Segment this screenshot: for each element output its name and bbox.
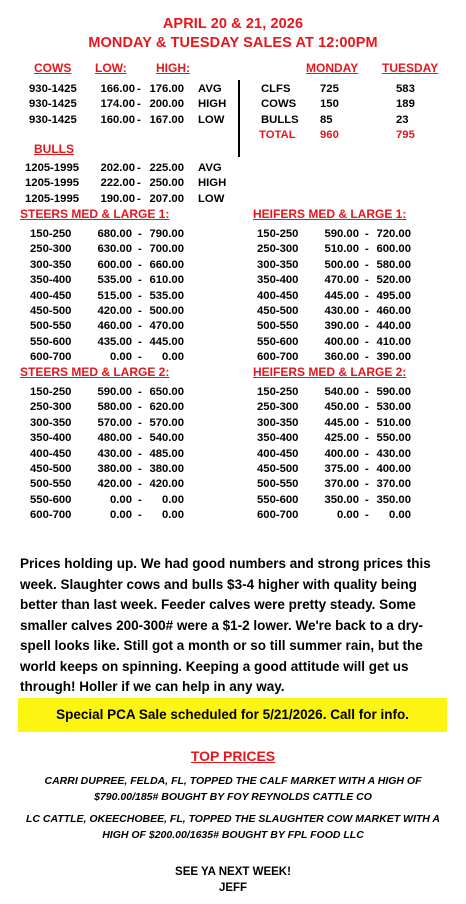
low-price: 510.00 — [324, 243, 359, 256]
high-price: 380.00 — [149, 463, 184, 475]
dash: - — [365, 228, 369, 240]
high-header: HIGH: — [156, 61, 190, 75]
dash: - — [365, 335, 369, 348]
high-price: 520.00 — [376, 274, 411, 287]
low-price: 470.00 — [324, 274, 359, 287]
steers1-header: STEERS MED & LARGE 1: — [20, 207, 170, 221]
high-price: 0.00 — [162, 493, 184, 506]
weight-range: 600-700 — [30, 351, 72, 364]
dash: - — [138, 243, 142, 256]
low-price: 222.00 — [100, 177, 135, 190]
high-price: 440.00 — [376, 320, 411, 333]
total-row — [0, 128, 466, 143]
heifers2-header: HEIFERS MED & LARGE 2: — [253, 365, 407, 379]
stat-label: HIGH — [198, 177, 227, 190]
weight-range: 250-300 — [30, 243, 72, 256]
table-row — [0, 350, 466, 365]
table-row — [0, 227, 466, 242]
stat-label: LOW — [198, 192, 225, 205]
high-price: 207.00 — [149, 192, 184, 205]
weight-range: 600-700 — [257, 509, 299, 522]
dash: - — [138, 478, 142, 491]
high-price: 495.00 — [376, 289, 411, 302]
high-price: 540.00 — [149, 432, 184, 445]
weight-range: 250-300 — [257, 401, 299, 414]
table-row — [0, 335, 466, 350]
weight-range: 450-500 — [30, 305, 72, 317]
dash: - — [365, 351, 369, 364]
low-price: 190.00 — [100, 192, 135, 205]
stat-label: HIGH — [198, 98, 227, 111]
table-row — [0, 161, 466, 176]
low-price: 580.00 — [97, 401, 132, 414]
dash: - — [365, 509, 369, 522]
heifers1-header: HEIFERS MED & LARGE 1: — [253, 207, 407, 221]
table-row — [0, 289, 466, 304]
monday-count: 150 — [320, 98, 339, 111]
dash: - — [365, 305, 369, 317]
low-price: 420.00 — [97, 305, 132, 317]
monday-total: 960 — [320, 129, 339, 142]
low-price: 202.00 — [100, 162, 135, 174]
high-price: 0.00 — [162, 351, 184, 364]
weight-range: 400-450 — [30, 289, 72, 302]
receipt-label: CLFS — [261, 83, 291, 95]
high-price: 620.00 — [149, 401, 184, 414]
weight-range: 400-450 — [257, 289, 299, 302]
weight-range: 550-600 — [257, 493, 299, 506]
bulls-header: BULLS — [34, 142, 74, 156]
low-price: 174.00 — [100, 98, 135, 111]
low-price: 400.00 — [324, 447, 359, 460]
high-price: 167.00 — [149, 113, 184, 126]
high-price: 580.00 — [376, 258, 411, 271]
weight-range: 930-1425 — [29, 98, 77, 111]
low-price: 400.00 — [324, 335, 359, 348]
tuesday-count: 23 — [396, 113, 409, 126]
weight-range: 930-1425 — [29, 113, 77, 126]
high-price: 470.00 — [149, 320, 184, 333]
table-row — [0, 97, 466, 112]
high-price: 550.00 — [376, 432, 411, 445]
low-price: 515.00 — [97, 289, 132, 302]
low-price: 445.00 — [324, 416, 359, 429]
signoff-name: JEFF — [218, 882, 248, 894]
dash: - — [138, 432, 142, 445]
high-price: 570.00 — [149, 416, 184, 429]
low-price: 590.00 — [324, 228, 359, 240]
high-price: 390.00 — [376, 351, 411, 364]
monday-count: 725 — [320, 83, 339, 95]
low-price: 430.00 — [97, 447, 132, 460]
weight-range: 150-250 — [257, 386, 299, 398]
weight-range: 550-600 — [257, 335, 299, 348]
weight-range: 250-300 — [30, 401, 72, 414]
weight-range: 600-700 — [30, 509, 72, 522]
high-price: 445.00 — [149, 335, 184, 348]
dash: - — [365, 401, 369, 414]
weight-range: 300-350 — [30, 258, 72, 271]
total-label: TOTAL — [259, 129, 296, 142]
dash: - — [137, 192, 141, 205]
low-price: 370.00 — [324, 478, 359, 491]
tuesday-total: 795 — [396, 129, 415, 142]
low-price: 630.00 — [97, 243, 132, 256]
high-price: 350.00 — [376, 493, 411, 506]
weight-range: 350-400 — [257, 274, 299, 287]
dash: - — [365, 416, 369, 429]
low-price: 350.00 — [324, 493, 359, 506]
low-price: 390.00 — [324, 320, 359, 333]
table-row — [0, 319, 466, 334]
high-price: 610.00 — [149, 274, 184, 287]
low-price: 535.00 — [97, 274, 132, 287]
dash: - — [365, 258, 369, 271]
low-price: 430.00 — [324, 305, 359, 317]
low-price: 360.00 — [324, 351, 359, 364]
receipt-label: BULLS — [261, 113, 299, 126]
weight-range: 400-450 — [257, 447, 299, 460]
low-price: 450.00 — [324, 401, 359, 414]
high-price: 400.00 — [376, 463, 411, 475]
dash: - — [138, 447, 142, 460]
high-price: 530.00 — [376, 401, 411, 414]
weight-range: 400-450 — [30, 447, 72, 460]
high-price: 535.00 — [149, 289, 184, 302]
table-row — [0, 82, 466, 97]
signoff-line: SEE YA NEXT WEEK! — [175, 866, 291, 878]
weight-range: 250-300 — [257, 243, 299, 256]
low-price: 480.00 — [97, 432, 132, 445]
weight-range: 550-600 — [30, 493, 72, 506]
dash: - — [138, 305, 142, 317]
table-row — [0, 447, 466, 462]
monday-header: MONDAY — [306, 61, 359, 75]
high-price: 790.00 — [149, 228, 184, 240]
dash: - — [365, 243, 369, 256]
dash: - — [365, 289, 369, 302]
low-price: 540.00 — [324, 386, 359, 398]
table-row — [0, 431, 466, 446]
table-row — [0, 400, 466, 415]
high-price: 225.00 — [149, 162, 184, 174]
dash: - — [137, 177, 141, 190]
high-price: 510.00 — [376, 416, 411, 429]
dash: - — [138, 335, 142, 348]
weight-range: 450-500 — [257, 463, 299, 475]
low-price: 0.00 — [110, 509, 132, 522]
low-price: 680.00 — [97, 228, 132, 240]
table-row — [0, 416, 466, 431]
dash: - — [138, 463, 142, 475]
low-price: 166.00 — [100, 83, 135, 95]
dash: - — [137, 162, 141, 174]
stat-label: AVG — [198, 162, 222, 174]
weight-range: 150-250 — [30, 386, 72, 398]
weight-range: 550-600 — [30, 335, 72, 348]
weight-range: 500-550 — [30, 320, 72, 333]
high-price: 660.00 — [149, 258, 184, 271]
table-row — [0, 273, 466, 288]
weight-range: 450-500 — [30, 463, 72, 475]
weight-range: 500-550 — [257, 320, 299, 333]
table-row — [0, 304, 466, 319]
tuesday-header: TUESDAY — [382, 61, 439, 75]
low-price: 380.00 — [97, 463, 132, 475]
high-price: 250.00 — [149, 177, 184, 190]
low-price: 445.00 — [324, 289, 359, 302]
weight-range: 150-250 — [257, 228, 299, 240]
low-price: 420.00 — [97, 478, 132, 491]
low-price: 590.00 — [97, 386, 132, 398]
monday-count: 85 — [320, 113, 333, 126]
table-row — [0, 477, 466, 492]
dash: - — [138, 289, 142, 302]
table-row — [0, 258, 466, 273]
weight-range: 150-250 — [30, 228, 72, 240]
table-row — [0, 462, 466, 477]
weight-range: 350-400 — [30, 274, 72, 287]
high-price: 0.00 — [162, 509, 184, 522]
dash: - — [138, 351, 142, 364]
weight-range: 1205-1995 — [25, 177, 80, 190]
high-price: 410.00 — [376, 335, 411, 348]
low-header: LOW: — [95, 61, 127, 75]
high-price: 370.00 — [376, 478, 411, 491]
dash: - — [365, 493, 369, 506]
high-price: 460.00 — [376, 305, 411, 317]
low-price: 500.00 — [324, 258, 359, 271]
tuesday-count: 189 — [396, 98, 415, 111]
high-price: 700.00 — [149, 243, 184, 256]
high-price: 420.00 — [149, 478, 184, 491]
weight-range: 450-500 — [257, 305, 299, 317]
steers2-header: STEERS MED & LARGE 2: — [20, 365, 170, 379]
weight-range: 300-350 — [257, 258, 299, 271]
dash: - — [365, 447, 369, 460]
table-row — [0, 385, 466, 400]
dash: - — [138, 386, 142, 398]
report-date: APRIL 20 & 21, 2026 — [162, 16, 304, 32]
dash: - — [137, 113, 141, 126]
low-price: 600.00 — [97, 258, 132, 271]
table-row — [0, 176, 466, 191]
weight-range: 930-1425 — [29, 83, 77, 95]
high-price: 650.00 — [149, 386, 184, 398]
low-price: 0.00 — [110, 493, 132, 506]
stat-label: LOW — [198, 113, 225, 126]
weight-range: 1205-1995 — [25, 192, 80, 205]
dash: - — [138, 228, 142, 240]
dash: - — [137, 83, 141, 95]
high-price: 485.00 — [149, 447, 184, 460]
top-price-entry: CARRI DUPREE, FELDA, FL, TOPPED THE CALF MARKET WITH A HIGH OF $790.00/185# BOUGHT BY FOY REYNOLDS CATTLE CO — [44, 775, 422, 803]
high-price: 0.00 — [389, 509, 411, 522]
table-row — [0, 242, 466, 257]
low-price: 160.00 — [100, 113, 135, 126]
tuesday-count: 583 — [396, 83, 415, 95]
low-price: 425.00 — [324, 432, 359, 445]
low-price: 435.00 — [97, 335, 132, 348]
weight-range: 350-400 — [257, 432, 299, 445]
dash: - — [365, 274, 369, 287]
low-price: 375.00 — [324, 463, 359, 475]
weight-range: 500-550 — [257, 478, 299, 491]
dash: - — [138, 320, 142, 333]
dash: - — [365, 386, 369, 398]
high-price: 600.00 — [376, 243, 411, 256]
dash: - — [138, 274, 142, 287]
dash: - — [365, 478, 369, 491]
sale-schedule: MONDAY & TUESDAY SALES AT 12:00PM — [88, 35, 378, 51]
dash: - — [138, 509, 142, 522]
dash: - — [138, 493, 142, 506]
table-row — [0, 493, 466, 508]
dash: - — [365, 320, 369, 333]
dash: - — [365, 463, 369, 475]
low-price: 0.00 — [110, 351, 132, 364]
high-price: 500.00 — [149, 305, 184, 317]
top-prices-title: TOP PRICES — [190, 748, 276, 764]
dash: - — [138, 258, 142, 271]
high-price: 176.00 — [149, 83, 184, 95]
weight-range: 300-350 — [257, 416, 299, 429]
weight-range: 350-400 — [30, 432, 72, 445]
table-row — [0, 113, 466, 128]
top-price-entry: LC CATTLE, OKEECHOBEE, FL, TOPPED THE SLAUGHTER COW MARKET WITH A HIGH OF $200.00/1635# BOUGHT BY FPL FOOD LLC — [26, 813, 440, 841]
dash: - — [365, 432, 369, 445]
stat-label: AVG — [198, 83, 222, 95]
weight-range: 600-700 — [257, 351, 299, 364]
high-price: 590.00 — [376, 386, 411, 398]
market-commentary: Prices holding up. We had good numbers and strong prices this week. Slaughter cows and bulls $3-4 higher with quality being better than last week. Feeder calves were pretty steady. Some smaller calves 200-300# were a $1-2 lower. We're back to a dry-spell looks like. Still got a month or so till summer rain, but the world keeps on spinning. Keeping a good attitude will get us through! Holler if we can help in any way. — [20, 556, 431, 694]
high-price: 200.00 — [149, 98, 184, 111]
table-row — [0, 192, 466, 207]
weight-range: 500-550 — [30, 478, 72, 491]
cows-header: COWS — [34, 61, 72, 75]
low-price: 0.00 — [337, 509, 359, 522]
high-price: 720.00 — [376, 228, 411, 240]
pca-sale-banner: Special PCA Sale scheduled for 5/21/2026. Call for info. — [18, 698, 447, 732]
dash: - — [137, 98, 141, 111]
dash: - — [138, 401, 142, 414]
receipt-label: COWS — [261, 98, 297, 111]
high-price: 430.00 — [376, 447, 411, 460]
dash: - — [138, 416, 142, 429]
weight-range: 1205-1995 — [25, 162, 80, 174]
table-row — [0, 508, 466, 523]
low-price: 570.00 — [97, 416, 132, 429]
weight-range: 300-350 — [30, 416, 72, 429]
low-price: 460.00 — [97, 320, 132, 333]
